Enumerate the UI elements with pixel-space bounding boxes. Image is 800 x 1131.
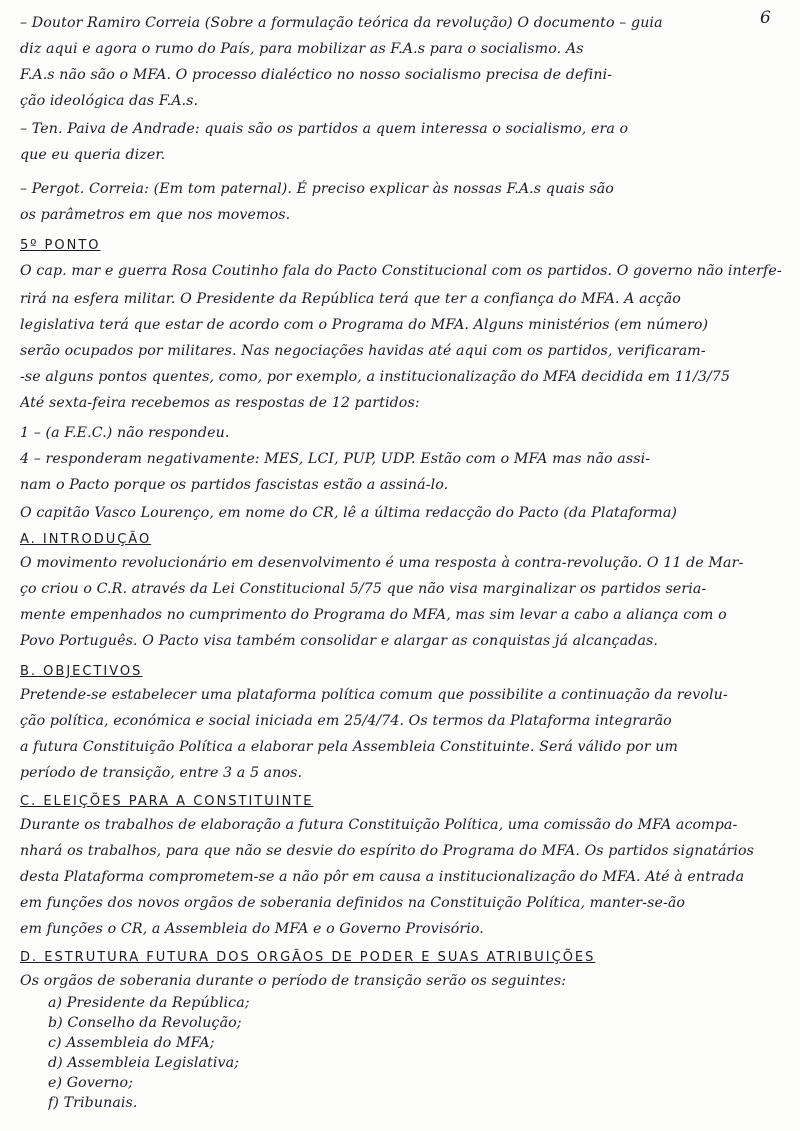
text-line: 4 – responderam negativamente: MES, LCI, PUP, UDP. Estão com o MFA mas não assi- [20, 451, 651, 467]
text-line: nam o Pacto porque os partidos fascistas estão a assiná-lo. [20, 477, 449, 493]
text-line: diz aqui e agora o rumo do País, para mobilizar as F.A.s para o socialismo. As [20, 41, 584, 57]
section-heading: D. ESTRUTURA FUTURA DOS ORGÃOS DE PODER E SUAS ATRIBUIÇÕES [20, 950, 596, 965]
text-line: 1 – (a F.E.C.) não respondeu. [20, 425, 230, 441]
text-line: em funções o CR, a Assembleia do MFA e o Governo Provisório. [20, 921, 484, 937]
text-line: em funções dos novos orgãos de soberania definidos na Constituição Política, manter-se-ão [20, 895, 686, 911]
text-line: legislativa terá que estar de acordo com o Programa do MFA. Alguns ministérios (em número) [20, 317, 709, 333]
text-line: O capitão Vasco Lourenço, em nome do CR, lê a última redacção do Pacto (da Plataforma) [20, 505, 678, 521]
text-line: mente empenhados no cumprimento do Programa do MFA, mas sim levar a cabo a aliança com o [20, 607, 727, 623]
text-line: ção ideológica das F.A.s. [20, 93, 199, 109]
text-line: período de transição, entre 3 a 5 anos. [20, 765, 303, 781]
text-line: Durante os trabalhos de elaboração a futura Constituição Política, uma comissão do MFA acompa- [20, 817, 738, 833]
text-line: os parâmetros em que nos movemos. [20, 207, 291, 223]
text-line: ço criou o C.R. através da Lei Constitucional 5/75 que não visa marginalizar os partidos seria- [20, 581, 707, 597]
text-line: O cap. mar e guerra Rosa Coutinho fala do Pacto Constitucional com os partidos. O governo não interfe- [20, 263, 782, 279]
text-line: -se alguns pontos quentes, como, por exemplo, a institucionalização do MFA decidida em 11/3/75 [20, 369, 731, 385]
text-line: que eu queria dizer. [20, 147, 166, 163]
section-heading: 5º PONTO [20, 238, 101, 253]
section-heading: A. INTRODUÇÃO [20, 532, 152, 547]
list-item: f) Tribunais. [48, 1095, 138, 1111]
list-item: c) Assembleia do MFA; [48, 1035, 215, 1051]
text-line: a futura Constituição Política a elaborar pela Assembleia Constituinte. Será válido por um [20, 739, 678, 755]
list-item: e) Governo; [48, 1075, 134, 1091]
text-line: F.A.s não são o MFA. O processo dialéctico no nosso socialismo precisa de defini- [20, 67, 613, 83]
text-line: – Ten. Paiva de Andrade: quais são os partidos a quem interessa o socialismo, era o [20, 121, 629, 137]
text-line: nhará os trabalhos, para que não se desvie do espírito do Programa do MFA. Os partidos signatários [20, 843, 755, 859]
text-line: – Pergot. Correia: (Em tom paternal). É preciso explicar às nossas F.A.s quais são [20, 181, 614, 197]
text-line: Até sexta-feira recebemos as respostas de 12 partidos: [20, 395, 420, 411]
list-item: a) Presidente da República; [48, 995, 250, 1011]
section-heading: C. ELEIÇÕES PARA A CONSTITUINTE [20, 794, 314, 809]
page-number: 6 [760, 8, 771, 28]
text-line: serão ocupados por militares. Nas negociações havidas até aqui com os partidos, verificaram- [20, 343, 706, 359]
section-heading: B. OBJECTIVOS [20, 664, 143, 679]
list-item: b) Conselho da Revolução; [48, 1015, 242, 1031]
text-line: Os orgãos de soberania durante o período de transição serão os seguintes: [20, 973, 567, 989]
text-line: ção política, económica e social iniciada em 25/4/74. Os termos da Plataforma integrarão [20, 713, 672, 729]
text-line: Pretende-se estabelecer uma plataforma política comum que possibilite a continuação da revolu- [20, 687, 728, 703]
text-line: rirá na esfera militar. O Presidente da República terá que ter a confiança do MFA. A acção [20, 291, 681, 307]
text-line: Povo Português. O Pacto visa também consolidar e alargar as conquistas já alcançadas. [20, 633, 659, 649]
text-line: – Doutor Ramiro Correia (Sobre a formulação teórica da revolução) O documento – guia [20, 15, 663, 31]
list-item: d) Assembleia Legislativa; [48, 1055, 240, 1071]
text-line: O movimento revolucionário em desenvolvimento é uma resposta à contra-revolução. O 11 de Mar- [20, 555, 744, 571]
text-line: desta Plataforma comprometem-se a não pôr em causa a institucionalização do MFA. Até à entrada [20, 869, 745, 885]
